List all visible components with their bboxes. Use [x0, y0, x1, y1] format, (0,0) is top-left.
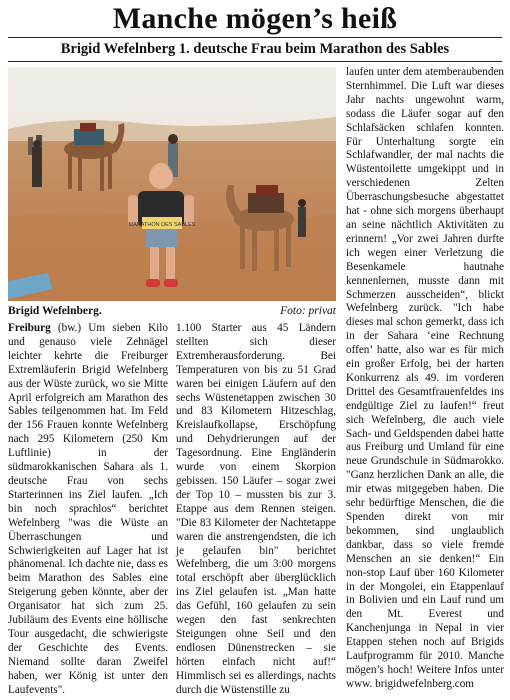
dateline: Freiburg: [8, 322, 51, 334]
column-3-text: laufen unter dem atemberaubenden Sternhimmel. Die Luft war dieses Jahr nachts ungewohnt warm, sodass die Läufer sogar auf den Schlafsäcken schlafen konnten. Für Unterhaltung sorgte ein Schlafwandler, der mal nachts die Wüstentoilette umgekippt und in verschiedenen Zelten Überraschungsbesuche abgestattet hat - ohne sich morgens überhaupt an seine nächtlich Aktivitäten zu erinnern! „Vor zwei Jahren durfte ich wegen einer Verletzung die Besenkamele hautnahe kennenlernen, musste dann mit Schmerzen ausscheiden“, blickt Wefelnberg zurück. "Ich habe dieses mal schon gemerkt, dass ich in der Sahara ‘eine Rechnung offen’ hatte, also war es für mich ein großer Erfolg, bei der harten Konkurrenz als 49. im vorderen Drittel des Gesamtfrauenfeldes ins endgültige Ziel zu laufen!“ freut sich Wefelnberg, die auch viele Sach- und Geldspenden dabei hatte aus Freiburg und Umland für eine neue Grundschule in Südmarokko. "Ganz herzlichen Dank an alle, die mir etwas mitgegeben haben. Die sehr bedürftige Menschen, die die Spenden direkt von mir bekommen, sind unglaublich dankbar, dass so viele fremde Menschen an sie denken!“ Ein non-stop Lauf über 160 Kilometer in der Mongolei, ein Etappenlauf in Bolivien und ein Lauf rund um den Mt. Everest und Kanchenjunga in Nepal in vier Etappen stehen noch auf Brigids Laufprogramm für 2010. Manche mögen’s hoch! Weitere Infos unter www. brigidwefelnberg.com: [346, 66, 504, 690]
photo-caption: Brigid Wefelnberg.: [8, 305, 102, 317]
column-2-text: 1.100 Starter aus 45 Ländern stellten sich dieser Extremherausforderung. Bei Temperaturen von bis zu 51 Grad waren bei einigen Läufern auf den sechs Wüstenetappen zwischen 30 und 83 Kilometern Hitzeschlag, Kreislaufkollapse, Erschöpfung und Dehydrierungen auf der Tagesordnung. Eine Engländerin wurde von einem Skorpion gebissen. 150 Läufer – sogar zwei der Top 10 – mussten bis zur 3. Etappe aus dem Rennen steigen. "Die 83 Kilometer der Nachtetappe waren die anstrengendsten, die ich je gelaufen bin" berichtet Wefelnberg, die um 3:00 morgens total erschöpft aber überglücklich ins Ziel gelaufen ist. „Man hatte das Gefühl, 160 gelaufen zu sein wegen den fast senkrechten Steigungen ohne Seil und den endlosen Dünenstrecken – sie hörten einfach nicht auf!“ Himmlisch sei es allerdings, nachts durch die Wüstenstille zu: [176, 322, 336, 696]
subheadline-rule: [8, 61, 502, 62]
column-1-text: (bw.) Um sieben Kilo und genauso viele Zehnägel leichter kehrte die Freiburger Extremläuferin Brigid Wefelnberg aus der Wüste zurück, wo sie Mitte April erfolgreich am Marathon des Sables teilgenommen hat. Im Feld der 156 Frauen konnte Wefelnberg nach 295 Kilometern (250 Km Luftlinie) in der südmarokkanischen Sahara als 1. deutsche Frau von sechs Starterinnen ins Ziel laufen. „Ich bin noch sprachlos“ berichtet Wefelnberg "was die Wüste an Überraschungen und Schwierigkeiten auf Lager hat ist phänomenal. Ich dachte nie, dass es beim Marathon des Sables eine Steigerung geben könnte, aber der Organisator hat sich zum 25. Jubiläum des Events eine höllische Tour ausgedacht, die schwierigste der Geschichte des Events. Niemand sollte daran Zweifel haben, wer König ist unter den Laufevents".: [8, 322, 168, 696]
runner-shorts: [146, 227, 178, 247]
photo-caption-row: [8, 303, 336, 319]
svg-text:MARATHON DES SABLES: MARATHON DES SABLES: [128, 222, 196, 228]
article-photo: [8, 67, 336, 301]
article-column-1: [8, 322, 168, 697]
headline: Manche mögen’s heiß: [112, 2, 398, 35]
subheadline: Brigid Wefelnberg 1. deutsche Frau beim Marathon des Sables: [60, 41, 450, 57]
photo-credit: Foto: privat: [280, 305, 336, 317]
desert-photo-illustration: [8, 67, 336, 301]
background-person: [32, 147, 42, 187]
article-column-3: [346, 66, 504, 692]
headline-rule: [8, 37, 502, 38]
article-column-2: [176, 322, 336, 697]
